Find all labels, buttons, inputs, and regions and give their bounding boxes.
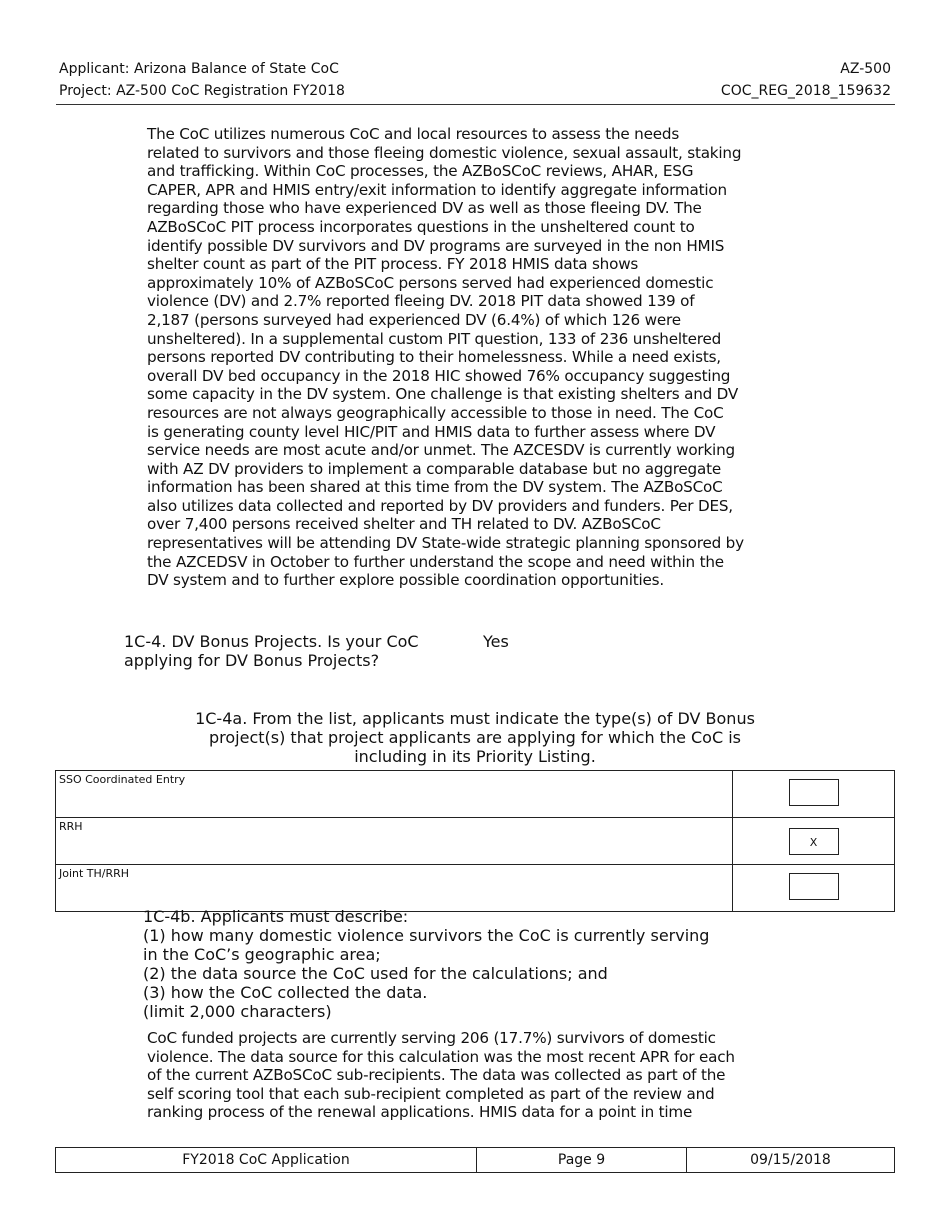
registration-id: COC_REG_2018_159632 [720, 83, 891, 99]
option-label: RRH [56, 818, 733, 865]
project-label: Project: [59, 83, 112, 99]
dv-bonus-project-types-table [55, 770, 895, 912]
page-footer [55, 1147, 895, 1173]
footer-page-number: Page 9 [477, 1148, 687, 1173]
table-row [56, 818, 895, 865]
coc-code: AZ-500 [840, 61, 891, 77]
option-label: SSO Coordinated Entry [56, 771, 733, 818]
footer-date: 09/15/2018 [687, 1148, 895, 1173]
applicant-label: Applicant: [59, 61, 130, 77]
project-line [59, 81, 345, 101]
dv-needs-narrative: The CoC utilizes numerous CoC and local resources to assess the needs related to survivors and those fleeing domestic violence, sexual assault, staking and trafficking. Within CoC processes, the AZBoSCoC reviews, AHAR, ESG CAPER, APR and HMIS entry/exit information to identify aggregate information regarding those who have experienced DV as well as those fleeing DV. The AZBoSCoC PIT process incorporates questions in the unsheltered count to identify possible DV survivors and DV programs are surveyed in the non HMIS shelter count as part of the PIT process. FY 2018 HMIS data shows approximately 10% of AZBoSCoC persons served had experienced domestic violence (DV) and 2.7% reported fleeing DV. 2018 PIT data showed 139 of 2,187 (persons surveyed had experienced DV (6.4%) of which 126 were unsheltered). In a supplemental custom PIT question, 133 of 236 unsheltered persons reported DV contributing to their homelessness. While a need exists, overall DV bed occupancy in the 2018 HIC showed 76% occupancy suggesting some capacity in the DV system. One challenge is that existing shelters and DV resources are not always geographically accessible to those in need. The CoC is generating county level HIC/PIT and HMIS data to further assess where DV service needs are most acute and/or unmet. The AZCESDV is currently working with AZ DV providers to implement a comparable database but no aggregate information has been shared at this time from the DV system. The AZBoSCoC also utilizes data collected and reported by DV providers and funders. Per DES, over 7,400 persons received shelter and TH related to DV. AZBoSCoC representatives will be attending DV State-wide strategic planning sponsored by the AZCEDSV in October to further understand the scope and need within the DV system and to further explore possible coordination opportunities. [147, 125, 744, 590]
sso-coordinated-entry-checkbox[interactable] [789, 779, 839, 806]
question-1c-4b: 1C-4b. Applicants must describe: (1) how many domestic violence survivors the CoC is currently serving in the CoC’s geographic area; (2) the data source the CoC used for the calculations; and (3) how the CoC collected the data. (limit 2,000 characters) [143, 907, 710, 1021]
option-label: Joint TH/RRH [56, 865, 733, 912]
question-1c-4a: 1C-4a. From the list, applicants must indicate the type(s) of DV Bonus project(s) that project applicants are applying for which the CoC is including in its Priority Listing. [195, 709, 755, 766]
joint-th-rrh-checkbox[interactable] [789, 873, 839, 900]
table-row [56, 771, 895, 818]
applicant-name: Arizona Balance of State CoC [133, 61, 339, 77]
header-divider [56, 104, 895, 105]
footer-application-name: FY2018 CoC Application [56, 1148, 477, 1173]
applicant-line [59, 59, 339, 79]
project-name: AZ-500 CoC Registration FY2018 [116, 83, 345, 99]
question-1c-4-answer: Yes [483, 632, 509, 651]
table-row [56, 865, 895, 912]
rrh-checkbox[interactable]: X [789, 828, 839, 855]
question-1c-4: 1C-4. DV Bonus Projects. Is your CoC applying for DV Bonus Projects? [124, 632, 419, 670]
dv-survivors-narrative: CoC funded projects are currently serving 206 (17.7%) survivors of domestic violence. The data source for this calculation was the most recent APR for each of the current AZBoSCoC sub-recipients. The data was collected as part of the self scoring tool that each sub-recipient completed as part of the review and ranking process of the renewal applications. HMIS data for a point in time [147, 1029, 735, 1122]
